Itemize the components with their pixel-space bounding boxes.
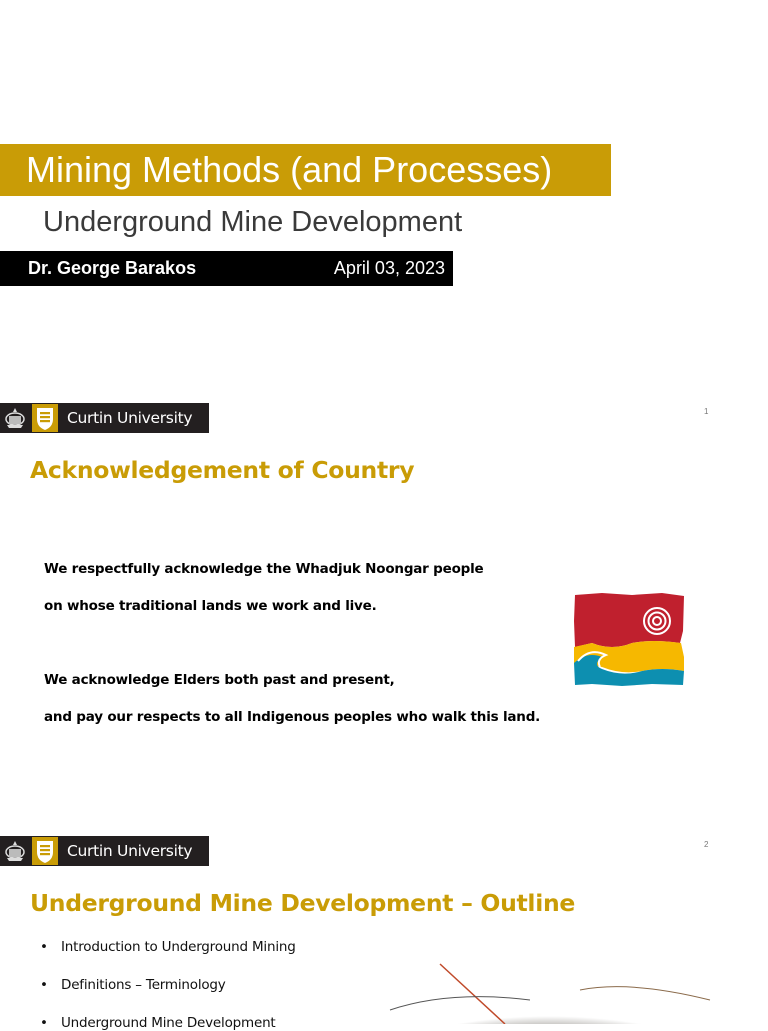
logo-text: Curtin University [67, 842, 193, 860]
curtin-logo [0, 403, 209, 433]
logo-text: Curtin University [67, 409, 193, 427]
bullet-icon: • [40, 939, 48, 955]
list-item-label: Definitions – Terminology [61, 977, 226, 993]
author-name: Dr. George Barakos [28, 258, 197, 278]
author-bar [0, 251, 453, 286]
crest-icon [3, 406, 27, 430]
list-item-label: Introduction to Underground Mining [61, 939, 296, 955]
crest-icon [3, 839, 27, 863]
shield-icon [32, 837, 58, 865]
acknowledgement-heading: Acknowledgement of Country [30, 456, 415, 484]
shield-icon [32, 404, 58, 432]
page-number: 2 [704, 840, 709, 849]
country-artwork-icon [572, 591, 686, 687]
slide-title: Mining Methods (and Processes) [26, 149, 553, 190]
acknowledgement-line: We respectfully acknowledge the Whadjuk Noongar people [44, 561, 484, 577]
outline-heading: Underground Mine Development – Outline [30, 889, 576, 917]
presentation-date: April 03, 2023 [333, 258, 445, 278]
page-number: 1 [704, 407, 709, 416]
mine-tunnel-image [330, 950, 768, 1024]
acknowledgement-line: We acknowledge Elders both past and present, [44, 672, 395, 688]
slide-title-bar [0, 144, 611, 196]
acknowledgement-line: and pay our respects to all Indigenous peoples who walk this land. [44, 709, 541, 725]
slide-subtitle: Underground Mine Development [43, 206, 463, 238]
curtin-logo [0, 836, 209, 866]
bullet-icon: • [40, 1015, 48, 1031]
bullet-icon: • [40, 977, 48, 993]
list-item-label: Underground Mine Development [61, 1015, 276, 1031]
acknowledgement-line: on whose traditional lands we work and live. [44, 598, 377, 614]
